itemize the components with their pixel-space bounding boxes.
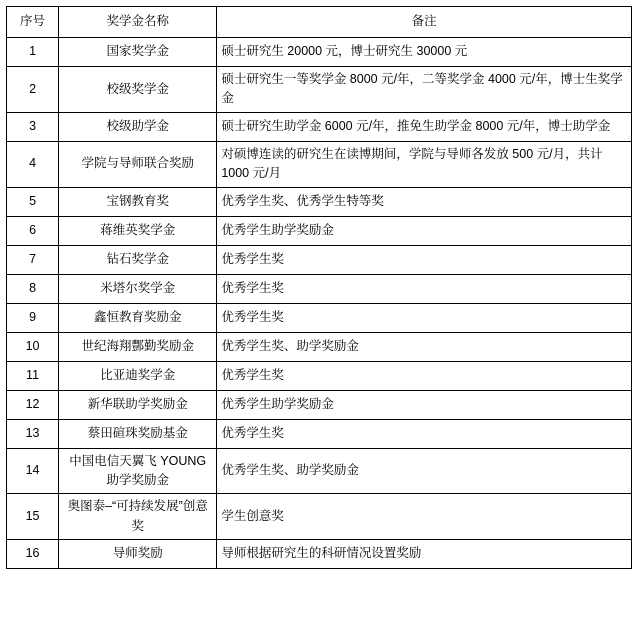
cell-name: 世纪海翔酆勤奖励金 [59,332,217,361]
table-row [7,141,632,187]
cell-no: 16 [7,540,59,569]
cell-name: 比亚迪奖学金 [59,361,217,390]
cell-name: 国家奖学金 [59,38,217,67]
table-row [7,540,632,569]
table-row [7,216,632,245]
cell-name: 新华联助学奖励金 [59,390,217,419]
cell-name: 校级助学金 [59,112,217,141]
cell-name: 宝钢教育奖 [59,187,217,216]
cell-note: 优秀学生助学奖励金 [217,390,632,419]
table-row [7,390,632,419]
cell-name: 学院与导师联合奖励 [59,141,217,187]
table-row [7,112,632,141]
cell-note: 优秀学生奖、助学奖励金 [217,448,632,494]
table-header-row [7,7,632,38]
table-row [7,38,632,67]
cell-no: 7 [7,245,59,274]
cell-name: 导师奖励 [59,540,217,569]
table-row [7,448,632,494]
cell-name: 奥图泰–“可持续发展”创意奖 [59,494,217,540]
column-header-note: 备注 [217,7,632,38]
table-header [7,7,632,38]
cell-name: 蒋维英奖学金 [59,216,217,245]
table-row [7,303,632,332]
cell-note: 优秀学生奖 [217,303,632,332]
cell-name: 鑫恒教育奖励金 [59,303,217,332]
cell-no: 2 [7,67,59,113]
cell-note: 导师根据研究生的科研情况设置奖励 [217,540,632,569]
column-header-name: 奖学金名称 [59,7,217,38]
cell-no: 1 [7,38,59,67]
cell-no: 8 [7,274,59,303]
cell-name: 蔡田碹珠奖励基金 [59,419,217,448]
cell-note: 学生创意奖 [217,494,632,540]
cell-no: 6 [7,216,59,245]
table-row [7,245,632,274]
table-row [7,67,632,113]
cell-no: 4 [7,141,59,187]
cell-note: 优秀学生奖 [217,274,632,303]
cell-note: 硕士研究生助学金 6000 元/年，推免生助学金 8000 元/年，博士助学金 [217,112,632,141]
cell-no: 9 [7,303,59,332]
cell-note: 硕士研究生 20000 元，博士研究生 30000 元 [217,38,632,67]
table-row [7,494,632,540]
cell-name: 米塔尔奖学金 [59,274,217,303]
document-page [0,6,638,620]
cell-no: 10 [7,332,59,361]
scholarship-table [6,6,632,569]
table-body [7,38,632,569]
table-row [7,332,632,361]
table-row [7,419,632,448]
cell-name: 校级奖学金 [59,67,217,113]
cell-no: 5 [7,187,59,216]
column-header-no: 序号 [7,7,59,38]
cell-no: 12 [7,390,59,419]
cell-no: 3 [7,112,59,141]
table-row [7,187,632,216]
table-row [7,274,632,303]
cell-note: 优秀学生奖、助学奖励金 [217,332,632,361]
cell-note: 优秀学生奖 [217,419,632,448]
cell-no: 11 [7,361,59,390]
cell-note: 优秀学生奖、优秀学生特等奖 [217,187,632,216]
cell-no: 14 [7,448,59,494]
cell-note: 硕士研究生一等奖学金 8000 元/年，二等奖学金 4000 元/年，博士生奖学金 [217,67,632,113]
cell-no: 15 [7,494,59,540]
table-row [7,361,632,390]
cell-note: 优秀学生奖 [217,245,632,274]
cell-note: 对硕博连读的研究生在读博期间，学院与导师各发放 500 元/月，共计 1000 元/月 [217,141,632,187]
cell-name: 钻石奖学金 [59,245,217,274]
cell-note: 优秀学生奖 [217,361,632,390]
cell-note: 优秀学生助学奖励金 [217,216,632,245]
cell-no: 13 [7,419,59,448]
cell-name: 中国电信天翼飞 YOUNG 助学奖励金 [59,448,217,494]
